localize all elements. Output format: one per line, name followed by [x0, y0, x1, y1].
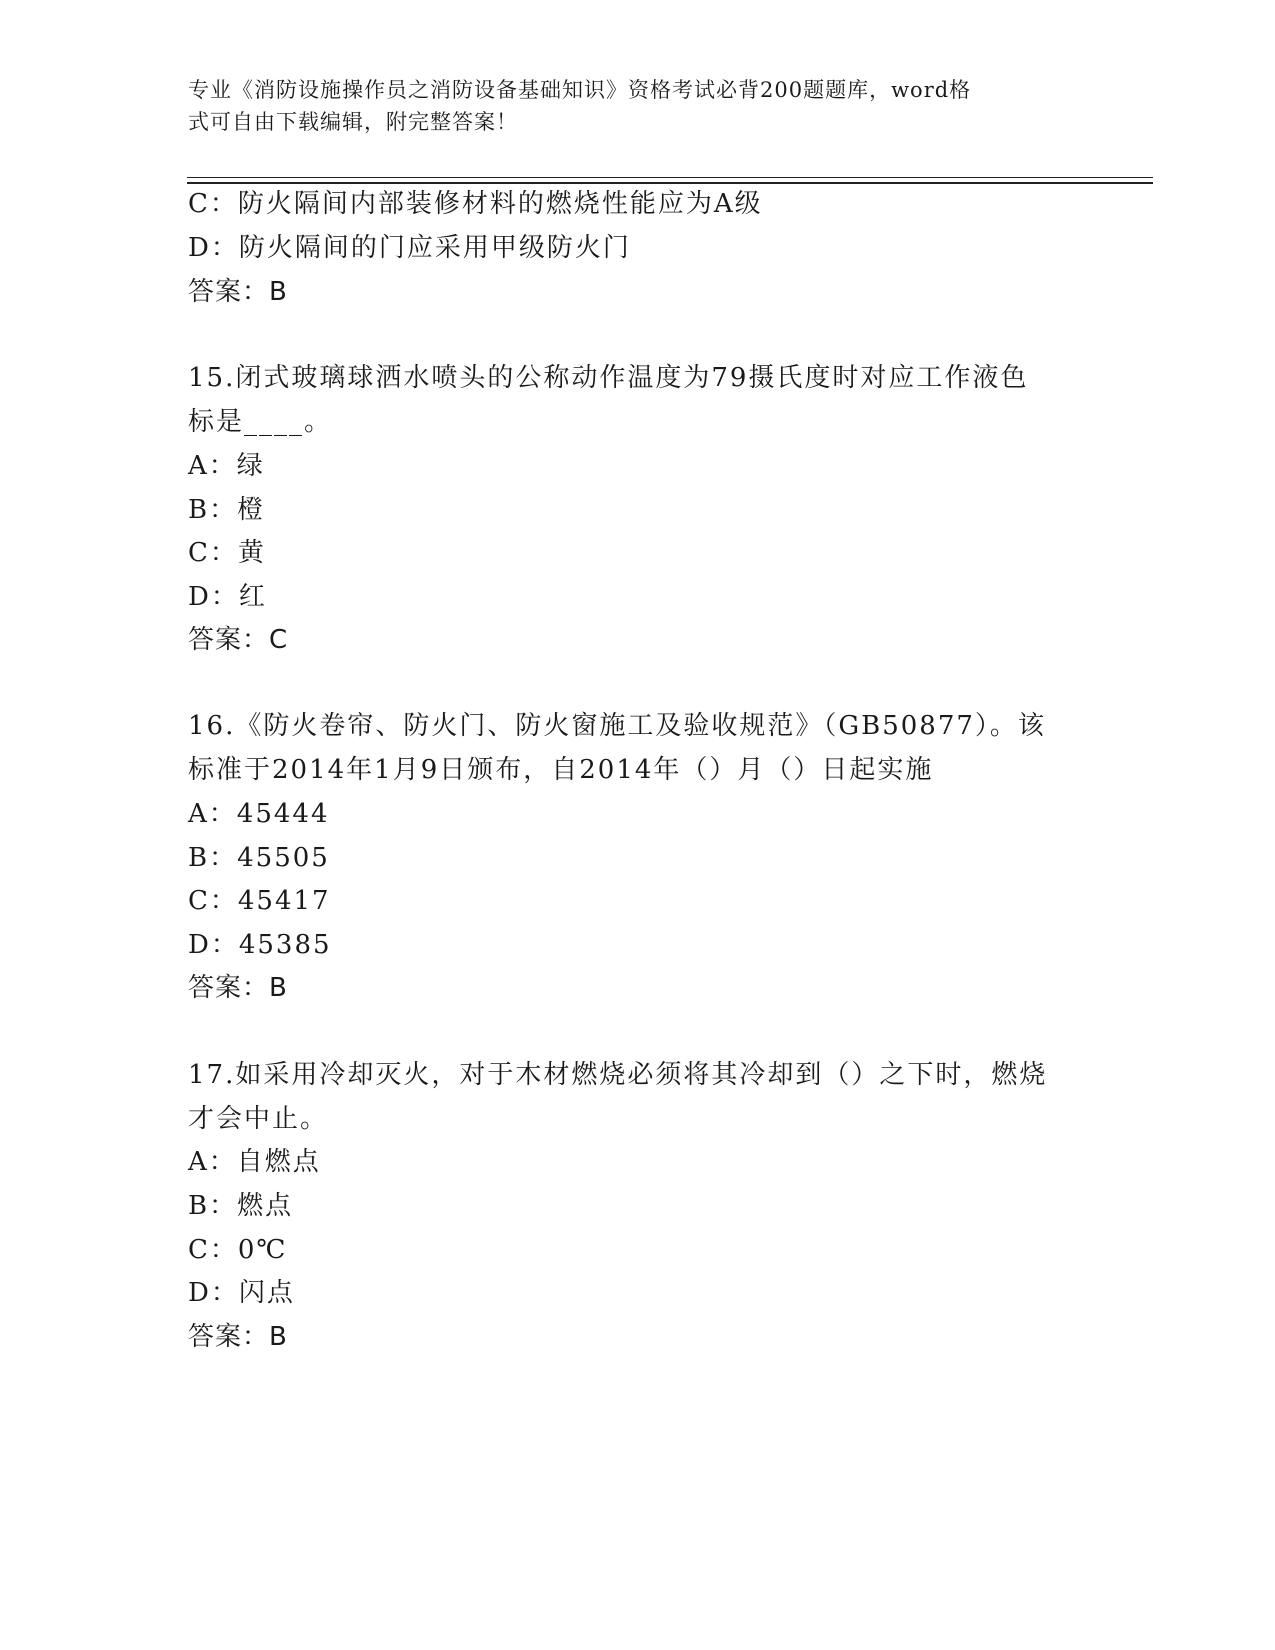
option-a: A：45444 — [188, 799, 330, 829]
question-stem-line-1: 15.闭式玻璃球洒水喷头的公称动作温度为79摄氏度时对应工作液色 — [188, 363, 1029, 393]
option-c: C：0℃ — [188, 1235, 288, 1265]
answer: 答案：B — [188, 1322, 288, 1352]
option-c: C：黄 — [188, 538, 266, 568]
answer: 答案：C — [188, 625, 289, 655]
document-header — [188, 74, 1068, 138]
option-a: A：绿 — [188, 451, 265, 481]
option-a: A：自燃点 — [188, 1147, 321, 1177]
question-stem-line-1: 16.《防火卷帘、防火门、防火窗施工及验收规范》（GB50877）。该 — [188, 711, 1046, 741]
carryover-option-c: C：防火隔间内部装修材料的燃烧性能应为A级 — [188, 189, 763, 219]
option-b: B：燃点 — [188, 1191, 294, 1221]
answer: 答案：B — [188, 973, 288, 1003]
option-b: B：45505 — [188, 843, 330, 873]
option-b: B：橙 — [188, 495, 266, 525]
header-title-line-1: 专业《消防设施操作员之消防设备基础知识》资格考试必背200题题库，word格 — [188, 78, 972, 102]
option-c: C：45417 — [188, 886, 331, 916]
header-divider-thin — [187, 177, 1153, 178]
header-title-line-2: 式可自由下载编辑，附完整答案！ — [188, 110, 518, 134]
question-stem-line-2: 标是____。 — [188, 407, 333, 437]
option-d: D：闪点 — [188, 1278, 295, 1308]
question-stem-line-2: 标准于2014年1月9日颁布，自2014年（）月（）日起实施 — [188, 755, 934, 785]
option-d: D：45385 — [188, 930, 332, 960]
carryover-answer: 答案：B — [188, 277, 288, 307]
option-d: D：红 — [188, 582, 267, 612]
carryover-option-d: D：防火隔间的门应采用甲级防火门 — [188, 233, 631, 263]
question-stem-line-2: 才会中止。 — [188, 1104, 329, 1134]
question-stem-line-1: 17.如采用冷却灭火，对于木材燃烧必须将其冷却到（）之下时，燃烧 — [188, 1060, 1048, 1090]
